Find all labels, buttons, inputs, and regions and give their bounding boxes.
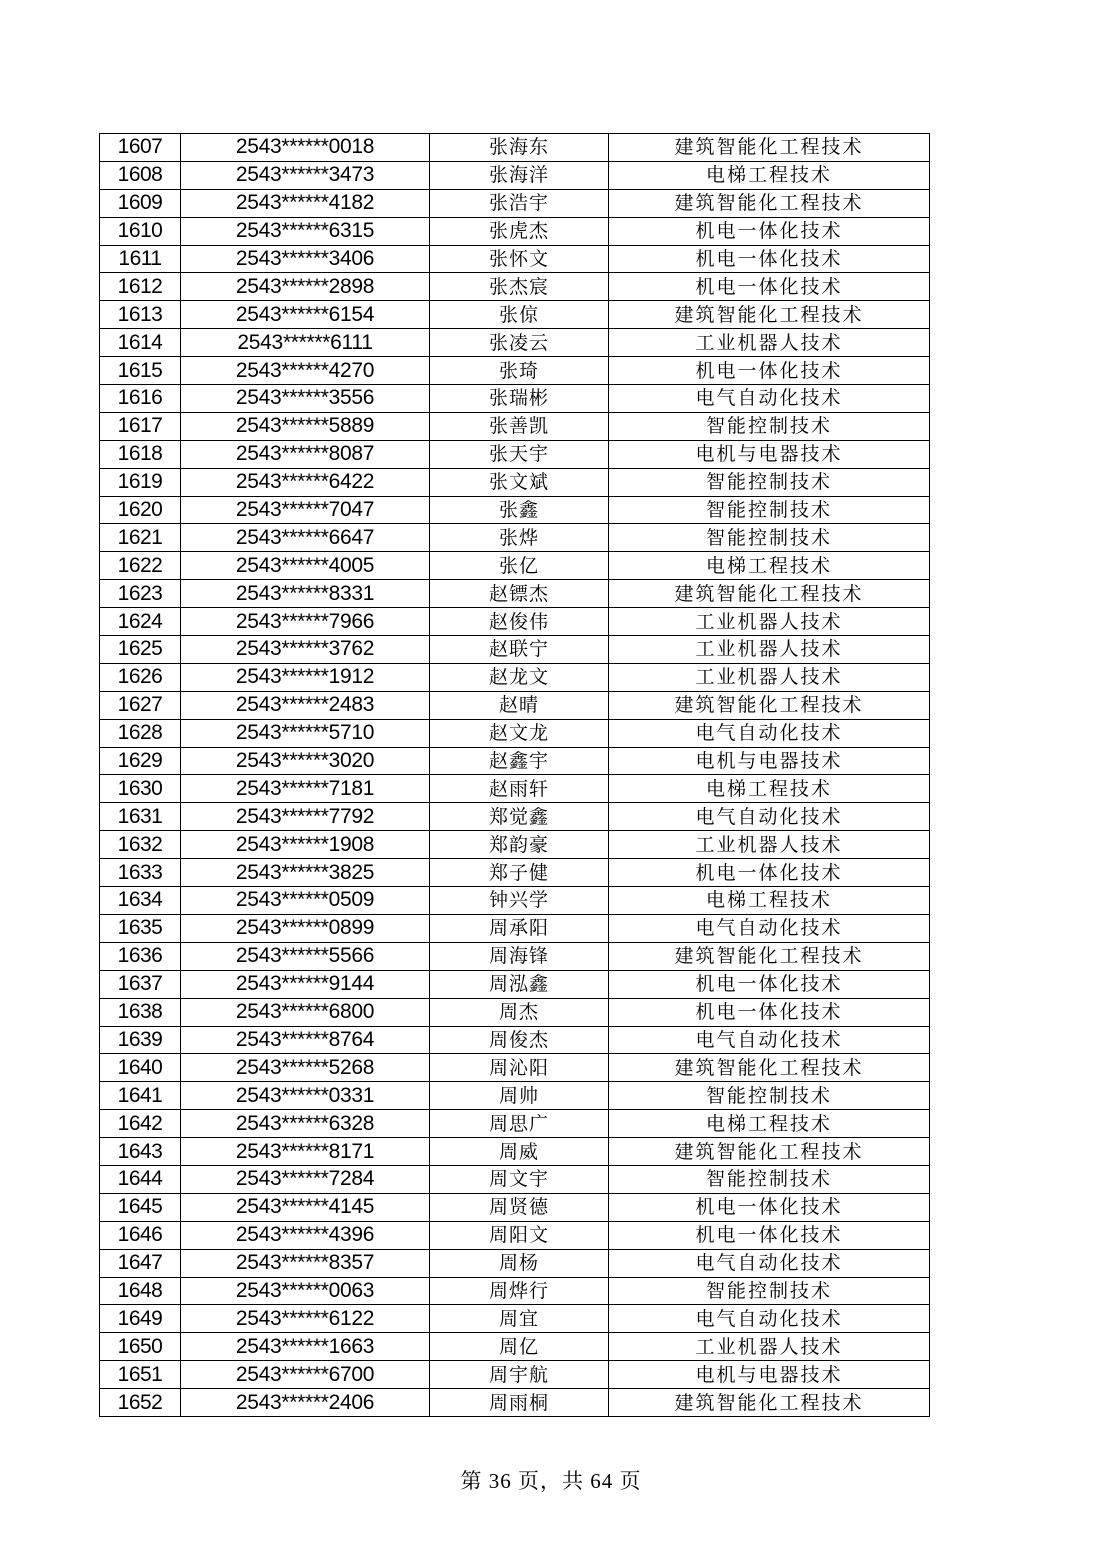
- serial-number-cell: 1636: [100, 942, 181, 970]
- table-row: [100, 580, 930, 608]
- id-number-cell: 2543******5268: [181, 1054, 430, 1082]
- table-row: [100, 636, 930, 664]
- serial-number-cell: 1630: [100, 775, 181, 803]
- student-name-cell: 赵鑫宇: [430, 747, 609, 775]
- major-cell: 智能控制技术: [609, 1165, 930, 1193]
- id-number-cell: 2543******7284: [181, 1165, 430, 1193]
- table-row: [100, 1361, 930, 1389]
- id-number-cell: 2543******3020: [181, 747, 430, 775]
- serial-number-cell: 1611: [100, 245, 181, 273]
- id-number-cell: 2543******0899: [181, 914, 430, 942]
- id-number-cell: 2543******8087: [181, 440, 430, 468]
- serial-number-cell: 1612: [100, 273, 181, 301]
- serial-number-cell: 1638: [100, 998, 181, 1026]
- id-number-cell: 2543******3762: [181, 636, 430, 664]
- serial-number-cell: 1629: [100, 747, 181, 775]
- student-name-cell: 周雨桐: [430, 1389, 609, 1417]
- table-row: [100, 1054, 930, 1082]
- major-cell: 建筑智能化工程技术: [609, 1389, 930, 1417]
- table-row: [100, 887, 930, 915]
- student-name-cell: 周亿: [430, 1333, 609, 1361]
- student-name-cell: 张瑞彬: [430, 385, 609, 413]
- major-cell: 工业机器人技术: [609, 831, 930, 859]
- id-number-cell: 2543******5710: [181, 719, 430, 747]
- student-name-cell: 张浩宇: [430, 189, 609, 217]
- serial-number-cell: 1616: [100, 385, 181, 413]
- table-row: [100, 719, 930, 747]
- table-row: [100, 468, 930, 496]
- id-number-cell: 2543******3473: [181, 161, 430, 189]
- serial-number-cell: 1615: [100, 357, 181, 385]
- table-row: [100, 134, 930, 162]
- major-cell: 电气自动化技术: [609, 1249, 930, 1277]
- serial-number-cell: 1628: [100, 719, 181, 747]
- table-row: [100, 1389, 930, 1417]
- table-row: [100, 914, 930, 942]
- id-number-cell: 2543******3406: [181, 245, 430, 273]
- roster-table: [99, 133, 930, 1417]
- serial-number-cell: 1613: [100, 301, 181, 329]
- major-cell: 电机与电器技术: [609, 747, 930, 775]
- student-name-cell: 张善凯: [430, 412, 609, 440]
- major-cell: 机电一体化技术: [609, 245, 930, 273]
- serial-number-cell: 1632: [100, 831, 181, 859]
- table-row: [100, 385, 930, 413]
- serial-number-cell: 1641: [100, 1082, 181, 1110]
- student-name-cell: 周宇航: [430, 1361, 609, 1389]
- student-name-cell: 周思广: [430, 1110, 609, 1138]
- table-row: [100, 1026, 930, 1054]
- serial-number-cell: 1622: [100, 552, 181, 580]
- student-name-cell: 周泓鑫: [430, 970, 609, 998]
- major-cell: 电梯工程技术: [609, 1110, 930, 1138]
- id-number-cell: 2543******6800: [181, 998, 430, 1026]
- table-row: [100, 608, 930, 636]
- table-row: [100, 775, 930, 803]
- major-cell: 电梯工程技术: [609, 552, 930, 580]
- serial-number-cell: 1643: [100, 1138, 181, 1166]
- major-cell: 机电一体化技术: [609, 273, 930, 301]
- serial-number-cell: 1639: [100, 1026, 181, 1054]
- major-cell: 工业机器人技术: [609, 663, 930, 691]
- table-row: [100, 329, 930, 357]
- serial-number-cell: 1637: [100, 970, 181, 998]
- id-number-cell: 2543******5566: [181, 942, 430, 970]
- major-cell: 机电一体化技术: [609, 1221, 930, 1249]
- table-row: [100, 970, 930, 998]
- student-name-cell: 周烨行: [430, 1277, 609, 1305]
- serial-number-cell: 1645: [100, 1193, 181, 1221]
- id-number-cell: 2543******8171: [181, 1138, 430, 1166]
- id-number-cell: 2543******4145: [181, 1193, 430, 1221]
- serial-number-cell: 1635: [100, 914, 181, 942]
- roster-table-body: [100, 134, 930, 1417]
- student-name-cell: 周杰: [430, 998, 609, 1026]
- table-row: [100, 1110, 930, 1138]
- student-name-cell: 张怀文: [430, 245, 609, 273]
- id-number-cell: 2543******1663: [181, 1333, 430, 1361]
- serial-number-cell: 1634: [100, 887, 181, 915]
- student-name-cell: 赵镖杰: [430, 580, 609, 608]
- student-name-cell: 张亿: [430, 552, 609, 580]
- major-cell: 建筑智能化工程技术: [609, 1054, 930, 1082]
- student-name-cell: 张倞: [430, 301, 609, 329]
- major-cell: 工业机器人技术: [609, 1333, 930, 1361]
- major-cell: 机电一体化技术: [609, 859, 930, 887]
- id-number-cell: 2543******4396: [181, 1221, 430, 1249]
- student-name-cell: 张文斌: [430, 468, 609, 496]
- student-name-cell: 张杰宸: [430, 273, 609, 301]
- student-name-cell: 周文宇: [430, 1165, 609, 1193]
- serial-number-cell: 1624: [100, 608, 181, 636]
- id-number-cell: 2543******8357: [181, 1249, 430, 1277]
- id-number-cell: 2543******6111: [181, 329, 430, 357]
- major-cell: 机电一体化技术: [609, 998, 930, 1026]
- student-name-cell: 周宜: [430, 1305, 609, 1333]
- student-name-cell: 钟兴学: [430, 887, 609, 915]
- major-cell: 机电一体化技术: [609, 1193, 930, 1221]
- student-name-cell: 郑子健: [430, 859, 609, 887]
- id-number-cell: 2543******6154: [181, 301, 430, 329]
- serial-number-cell: 1625: [100, 636, 181, 664]
- table-row: [100, 691, 930, 719]
- table-row: [100, 301, 930, 329]
- major-cell: 电梯工程技术: [609, 161, 930, 189]
- id-number-cell: 2543******6315: [181, 217, 430, 245]
- major-cell: 建筑智能化工程技术: [609, 301, 930, 329]
- student-name-cell: 张海东: [430, 134, 609, 162]
- table-row: [100, 1305, 930, 1333]
- student-name-cell: 赵俊伟: [430, 608, 609, 636]
- id-number-cell: 2543******4182: [181, 189, 430, 217]
- table-row: [100, 942, 930, 970]
- major-cell: 电气自动化技术: [609, 719, 930, 747]
- id-number-cell: 2543******5889: [181, 412, 430, 440]
- table-row: [100, 357, 930, 385]
- major-cell: 电气自动化技术: [609, 803, 930, 831]
- student-name-cell: 张琦: [430, 357, 609, 385]
- id-number-cell: 2543******7792: [181, 803, 430, 831]
- major-cell: 智能控制技术: [609, 524, 930, 552]
- major-cell: 建筑智能化工程技术: [609, 942, 930, 970]
- id-number-cell: 2543******3556: [181, 385, 430, 413]
- table-row: [100, 524, 930, 552]
- major-cell: 智能控制技术: [609, 1277, 930, 1305]
- major-cell: 智能控制技术: [609, 496, 930, 524]
- student-name-cell: 周海锋: [430, 942, 609, 970]
- major-cell: 电机与电器技术: [609, 440, 930, 468]
- id-number-cell: 2543******2483: [181, 691, 430, 719]
- serial-number-cell: 1617: [100, 412, 181, 440]
- table-row: [100, 803, 930, 831]
- id-number-cell: 2543******1912: [181, 663, 430, 691]
- table-row: [100, 161, 930, 189]
- table-row: [100, 273, 930, 301]
- major-cell: 工业机器人技术: [609, 608, 930, 636]
- table-row: [100, 189, 930, 217]
- student-name-cell: 周俊杰: [430, 1026, 609, 1054]
- serial-number-cell: 1647: [100, 1249, 181, 1277]
- student-name-cell: 周帅: [430, 1082, 609, 1110]
- major-cell: 建筑智能化工程技术: [609, 1138, 930, 1166]
- major-cell: 建筑智能化工程技术: [609, 580, 930, 608]
- serial-number-cell: 1640: [100, 1054, 181, 1082]
- id-number-cell: 2543******4005: [181, 552, 430, 580]
- table-row: [100, 998, 930, 1026]
- serial-number-cell: 1652: [100, 1389, 181, 1417]
- id-number-cell: 2543******6647: [181, 524, 430, 552]
- serial-number-cell: 1651: [100, 1361, 181, 1389]
- id-number-cell: 2543******6422: [181, 468, 430, 496]
- serial-number-cell: 1626: [100, 663, 181, 691]
- id-number-cell: 2543******7966: [181, 608, 430, 636]
- id-number-cell: 2543******2898: [181, 273, 430, 301]
- id-number-cell: 2543******3825: [181, 859, 430, 887]
- id-number-cell: 2543******8764: [181, 1026, 430, 1054]
- serial-number-cell: 1607: [100, 134, 181, 162]
- student-name-cell: 张虎杰: [430, 217, 609, 245]
- id-number-cell: 2543******6122: [181, 1305, 430, 1333]
- serial-number-cell: 1644: [100, 1165, 181, 1193]
- table-row: [100, 440, 930, 468]
- table-row: [100, 747, 930, 775]
- table-row: [100, 663, 930, 691]
- table-row: [100, 1277, 930, 1305]
- serial-number-cell: 1614: [100, 329, 181, 357]
- table-row: [100, 1333, 930, 1361]
- serial-number-cell: 1620: [100, 496, 181, 524]
- table-row: [100, 1193, 930, 1221]
- student-name-cell: 赵文龙: [430, 719, 609, 747]
- student-name-cell: 周贤德: [430, 1193, 609, 1221]
- major-cell: 智能控制技术: [609, 412, 930, 440]
- major-cell: 智能控制技术: [609, 468, 930, 496]
- student-name-cell: 张天宇: [430, 440, 609, 468]
- student-name-cell: 周承阳: [430, 914, 609, 942]
- table-row: [100, 1138, 930, 1166]
- student-name-cell: 赵晴: [430, 691, 609, 719]
- table-row: [100, 1165, 930, 1193]
- major-cell: 工业机器人技术: [609, 636, 930, 664]
- serial-number-cell: 1627: [100, 691, 181, 719]
- major-cell: 电梯工程技术: [609, 887, 930, 915]
- table-row: [100, 217, 930, 245]
- major-cell: 工业机器人技术: [609, 329, 930, 357]
- table-row: [100, 1082, 930, 1110]
- major-cell: 建筑智能化工程技术: [609, 691, 930, 719]
- major-cell: 电机与电器技术: [609, 1361, 930, 1389]
- major-cell: 电梯工程技术: [609, 775, 930, 803]
- id-number-cell: 2543******0018: [181, 134, 430, 162]
- table-row: [100, 412, 930, 440]
- serial-number-cell: 1649: [100, 1305, 181, 1333]
- id-number-cell: 2543******9144: [181, 970, 430, 998]
- major-cell: 机电一体化技术: [609, 217, 930, 245]
- student-name-cell: 郑觉鑫: [430, 803, 609, 831]
- page-number-footer: 第 36 页，共 64 页: [460, 1469, 642, 1493]
- table-row: [100, 552, 930, 580]
- major-cell: 建筑智能化工程技术: [609, 189, 930, 217]
- serial-number-cell: 1621: [100, 524, 181, 552]
- student-name-cell: 张海洋: [430, 161, 609, 189]
- major-cell: 智能控制技术: [609, 1082, 930, 1110]
- serial-number-cell: 1631: [100, 803, 181, 831]
- table-row: [100, 1221, 930, 1249]
- student-name-cell: 张凌云: [430, 329, 609, 357]
- student-name-cell: 郑韵豪: [430, 831, 609, 859]
- serial-number-cell: 1633: [100, 859, 181, 887]
- id-number-cell: 2543******8331: [181, 580, 430, 608]
- serial-number-cell: 1610: [100, 217, 181, 245]
- serial-number-cell: 1642: [100, 1110, 181, 1138]
- id-number-cell: 2543******7181: [181, 775, 430, 803]
- serial-number-cell: 1619: [100, 468, 181, 496]
- major-cell: 电气自动化技术: [609, 1305, 930, 1333]
- major-cell: 电气自动化技术: [609, 914, 930, 942]
- serial-number-cell: 1650: [100, 1333, 181, 1361]
- student-name-cell: 周威: [430, 1138, 609, 1166]
- major-cell: 电气自动化技术: [609, 385, 930, 413]
- serial-number-cell: 1648: [100, 1277, 181, 1305]
- student-name-cell: 张鑫: [430, 496, 609, 524]
- serial-number-cell: 1623: [100, 580, 181, 608]
- id-number-cell: 2543******0331: [181, 1082, 430, 1110]
- student-name-cell: 赵龙文: [430, 663, 609, 691]
- id-number-cell: 2543******0509: [181, 887, 430, 915]
- table-row: [100, 831, 930, 859]
- id-number-cell: 2543******6328: [181, 1110, 430, 1138]
- student-name-cell: 周杨: [430, 1249, 609, 1277]
- serial-number-cell: 1618: [100, 440, 181, 468]
- major-cell: 机电一体化技术: [609, 970, 930, 998]
- student-name-cell: 赵雨轩: [430, 775, 609, 803]
- major-cell: 电气自动化技术: [609, 1026, 930, 1054]
- student-name-cell: 周阳文: [430, 1221, 609, 1249]
- student-name-cell: 周沁阳: [430, 1054, 609, 1082]
- id-number-cell: 2543******7047: [181, 496, 430, 524]
- serial-number-cell: 1608: [100, 161, 181, 189]
- major-cell: 建筑智能化工程技术: [609, 134, 930, 162]
- table-row: [100, 245, 930, 273]
- id-number-cell: 2543******4270: [181, 357, 430, 385]
- student-name-cell: 张烨: [430, 524, 609, 552]
- id-number-cell: 2543******1908: [181, 831, 430, 859]
- serial-number-cell: 1646: [100, 1221, 181, 1249]
- id-number-cell: 2543******6700: [181, 1361, 430, 1389]
- id-number-cell: 2543******2406: [181, 1389, 430, 1417]
- table-row: [100, 496, 930, 524]
- serial-number-cell: 1609: [100, 189, 181, 217]
- table-row: [100, 859, 930, 887]
- major-cell: 机电一体化技术: [609, 357, 930, 385]
- id-number-cell: 2543******0063: [181, 1277, 430, 1305]
- table-row: [100, 1249, 930, 1277]
- student-name-cell: 赵联宁: [430, 636, 609, 664]
